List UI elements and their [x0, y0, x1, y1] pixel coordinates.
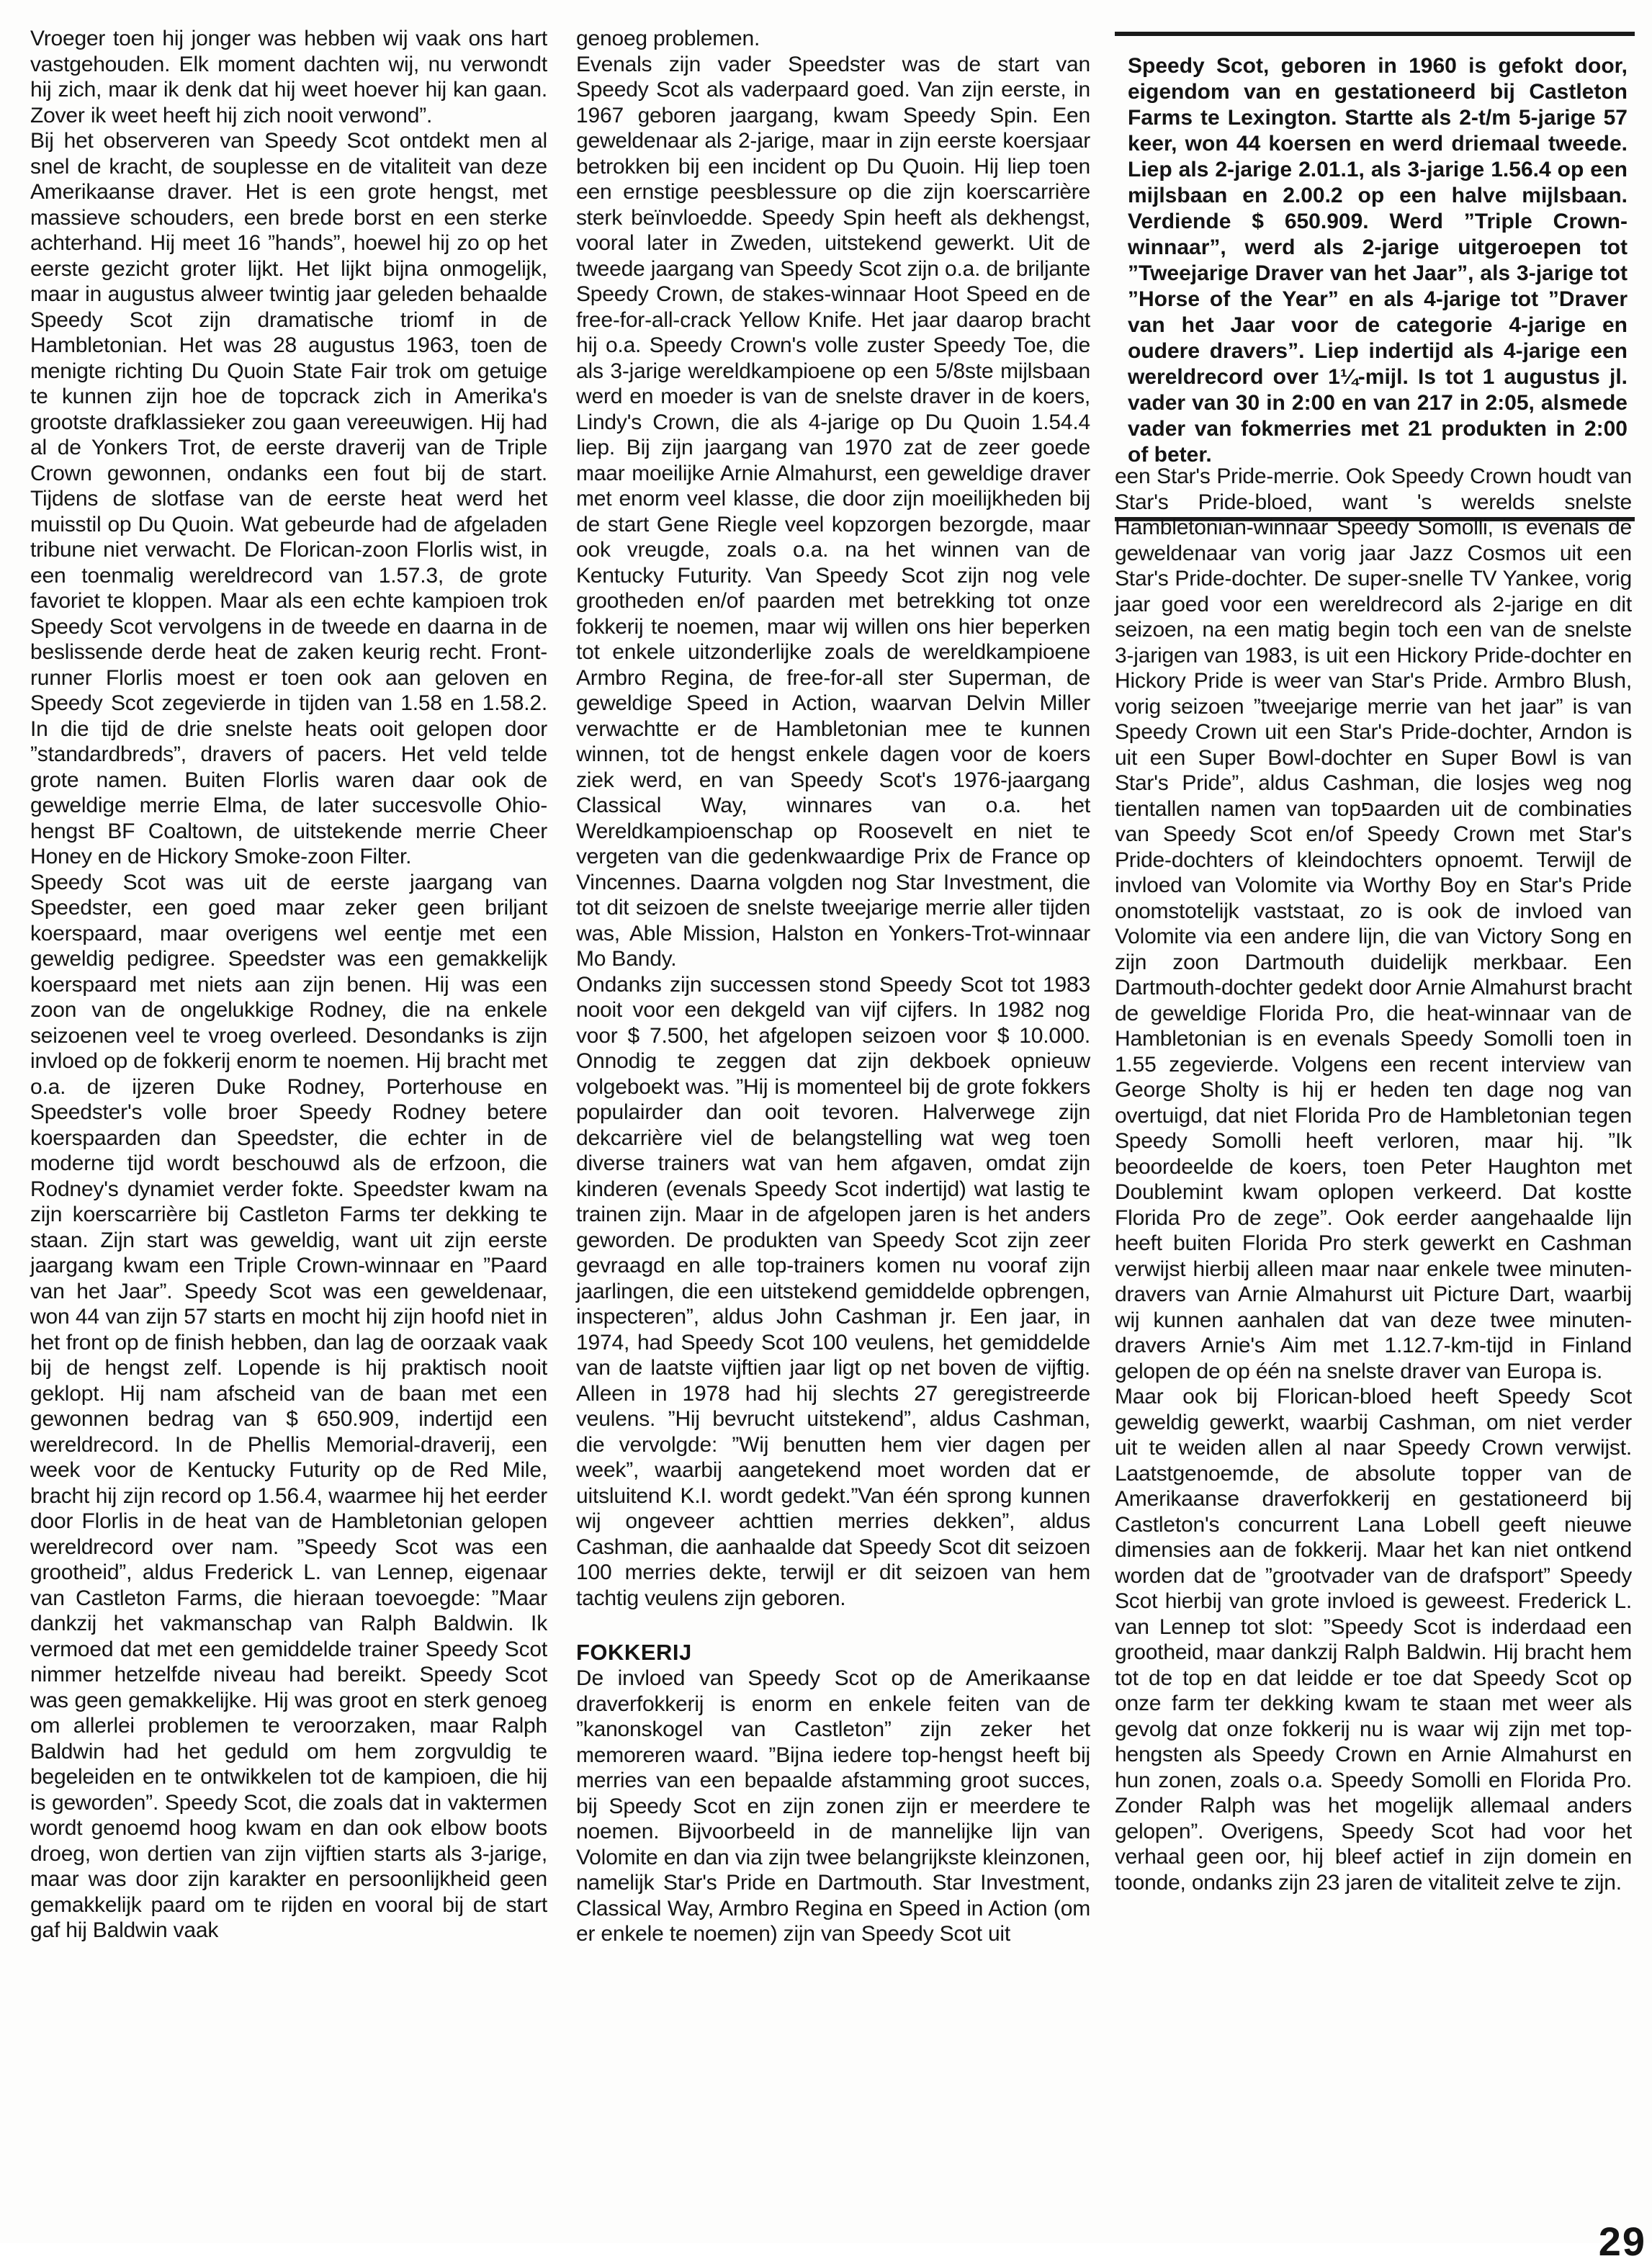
article-column-1 — [30, 26, 547, 1944]
paragraph: een Star's Pride-merrie. Ook Speedy Crown houdt van Star's Pride-bloed, want 's werelds snelste Hambletonian-winnaar Speedy Somolli, is evenals de geweldenaar van vorig jaar Jazz Cosmos uit een Star's Pride-dochter. De super-snelle TV Yankee, vorig jaar goed voor een wereldrecord als 2-jarige en dit seizoen, na een matig begin toch een van de snelste 3-jarigen van 1983, is uit een Hickory Pride-dochter en Hickory Pride is weer van Star's Pride. Armbro Blush, vorig seizoen ”tweejarige merrie van het jaar” is van Speedy Crown uit een Star's Pride-dochter, Arndon is uit een Super Bowl-dochter en Super Bowl is van Star's Pride”, aldus Cashman, die losjes weg nog tientallen namen van topפaarden uit de combinaties van Speedy Scot en/of Speedy Crown met Star's Pride-dochters of kleindochters opnoemt. Terwijl de invloed van Volomite via Worthy Boy en Star's Pride onomstotelijk vaststaat, zo is ook de invloed van Volomite via een andere lijn, die van Victory Song en zijn zoon Dartmouth duidelijk merkbaar. Een Dartmouth-dochter gedekt door Arnie Almahurst bracht de geweldige Florida Pro, die heat-winnaar van de Hambletonian is en evenals Speedy Somolli toen in 1.55 zegevierde. Volgens een recent interview van George Sholty is hij er heden ten dage nog van overtuigd, dat niet Florida Pro de Hambletonian tegen Speedy Somolli heeft verloren, maar hij. ”Ik beoordeelde de koers, toen Peter Haughton met Doublemint kwam oplopen verkeerd. Dat kostte Florida Pro de zege”. Ook eerder aangehaalde lijn heeft buiten Florida Pro sterk gewerkt en Cashman verwijst hierbij alleen maar naar enkele twee minuten-dravers van Arnie Almahurst uit Picture Dart, waarbij wij kunnen aanhalen dat van deze twee minuten-dravers Arnie's Aim met 1.12.7-km-tijd in Finland gelopen de op één na snelste draver van Europa is. — [1115, 464, 1632, 1383]
paragraph: Speedy Scot was uit de eerste jaargang van Speedster, een goed maar zeker geen briljant koerspaard, maar overigens wel eentje met een geweldig pedigree. Speedster was een gemakkelijk koerspaard met niets aan zijn benen. Hij was een zoon van de ongelukkige Rodney, die na enkele seizoenen veel te vroeg overleed. Desondanks is zijn invloed op de fokkerij enorm te noemen. Hij bracht met o.a. de ijzeren Duke Rodney, Porterhouse en Speedster's volle broer Speedy Rodney betere koerspaarden dan Speedster, die echter in de moderne tijd wordt beschouwd als de erfzoon, die Rodney's dynamiet verder fokte. Speedster kwam na zijn koerscarrière bij Castleton Farms ter dekking te staan. Zijn start was geweldig, want uit zijn eerste jaargang kwam een Triple Crown-winnaar en ”Paard van het Jaar”. Speedy Scot was een geweldenaar, won 44 van zijn 57 starts en mocht hij zijn hoofd niet in het front op de finish hebben, dan lag de oorzaak vaak bij de hengst zelf. Lopende is hij praktisch nooit geklopt. Hij nam afscheid van de baan met een gewonnen bedrag van $ 650.909, indertijd een wereldrecord. In de Phellis Memorial-draverij, een week voor de Kentucky Futurity op de Red Mile, bracht hij zijn record op 1.56.4, waarmee hij het eerder door Florlis in de heat van de Hambletonian gelopen wereldrecord over nam. ”Speedy Scot was een grootheid”, aldus Frederick L. van Lennep, eigenaar van Castleton Farms, die hieraan toevoegde: ”Maar dankzij het vakmanschap van Ralph Baldwin. Ik vermoed dat met een gemiddelde trainer Speedy Scot nimmer hetzelfde niveau had bereikt. Speedy Scot was geen gemakkelijke. Hij was groot en sterk genoeg om allerlei problemen te veroorzaken, maar Ralph Baldwin had het geduld om hem zorgvuldig te begeleiden en te ontwikkelen tot de kampioen, die hij is geworden”. Speedy Scot, die zoals dat in vaktermen wordt genoemd hoog kwam en dan ook elbow boots droeg, won dertien van zijn vijftien starts als 3-jarige, maar was door zijn karakter en persoonlijkheid geen gemakkelijk paard om te rijden en vooral bij de start gaf hij Baldwin vaak — [30, 870, 547, 1942]
section-heading: FOKKERIJ — [576, 1640, 692, 1665]
article-column-3 — [1115, 464, 1632, 1895]
paragraph: Ondanks zijn successen stond Speedy Scot tot 1983 nooit voor een dekgeld van vijf cijfers. In 1982 nog voor $ 7.500, het afgelopen seizoen voor $ 10.000. Onnodig te zeggen dat zijn dekboek opnieuw volgeboekt was. ”Hij is momenteel bij de grote fokkers populairder dan ooit tevoren. Halverwege zijn dekcarrière viel de belangstelling wat weg toen diverse trainers wat van hem afgaven, omdat zijn kinderen (evenals Speedy Scot indertijd) wat lastig te trainen zijn. Maar in de afgelopen jaren is het anders geworden. De produkten van Speedy Scot zijn zeer gevraagd en alle top-trainers komen nu vooraf zijn jaarlingen, die een uitstekend gemiddelde opbrengen, inspecteren”, aldus John Cashman jr. Een jaar, in 1974, had Speedy Scot 100 veulens, het gemiddelde van de laatste vijftien jaar ligt op net boven de vijftig. Alleen in 1978 had hij slechts 27 geregistreerde veulens. ”Hij bevrucht uitstekend”, aldus Cashman, die vervolgde: ”Wij benutten hem vier dagen per week”, waarbij aangetekend moet worden dat er uitsluitend K.I. wordt gedekt.”Van één sprong kunnen wij ongeveer achttien merries dekken”, aldus Cashman, die aanhaalde dat Speedy Scot dit seizoen 100 merries dekte, terwijl er dit seizoen van hem tachtig veulens zijn geboren. — [576, 972, 1090, 1610]
paragraph: De invloed van Speedy Scot op de Amerikaanse draverfokkerij is enorm en enkele feiten van de ”kanonskogel van Castleton” zijn zeker het memoreren waard. ”Bijna iedere top-hengst heeft bij merries van een bepaalde afstamming groot succes, bij Speedy Scot en zijn zonen zijn er meerdere te noemen. Bijvoorbeeld in de mannelijke lijn van Volomite en dan via zijn twee belangrijkste kleinzonen, namelijk Star's Pride en Dartmouth. Star Investment, Classical Way, Armbro Regina en Speed in Action (om er enkele te noemen) zijn van Speedy Scot uit — [576, 1666, 1090, 1946]
page-number: 29 — [1598, 2219, 1646, 2264]
paragraph: Bij het observeren van Speedy Scot ontdekt men al snel de kracht, de souplesse en de vitaliteit van deze Amerikaanse draver. Het is een grote hengst, met massieve schouders, een brede borst en een sterke achterhand. Hij meet 16 ”hands”, hoewel hij zo op het eerste gezicht groter lijkt. Het lijkt bijna onmogelijk, maar in augustus alweer twintig jaar geleden behaalde Speedy Scot zijn dramatische triomf in de Hambletonian. Het was 28 augustus 1963, toen de menigte richting Du Quoin State Fair trok om getuige te kunnen zijn hoe de topcrack zich in Amerika's grootste drafklassieker zou gaan vereeuwigen. Hij had al de Yonkers Trot, de eerste draverij van de Triple Crown gewonnen, ondanks een fout bij de start. Tijdens de slotfase van de eerste heat werd het muisstil op Du Quoin. Wat gebeurde had de afgeladen tribune niet verwacht. De Florican-zoon Florlis wist, in een toenmalig wereldrecord van 1.57.3, de grote favoriet te kloppen. Maar als een echte kampioen trok Speedy Scot vervolgens in de tweede en daarna in de beslissende derde heat de zaken keurig recht. Front-runner Florlis moest er toen ook aan geloven en Speedy Scot zegevierde in tijden van 1.58 en 1.58.2. In die tijd de drie snelste heats ooit gelopen door ”standardbreds”, dravers of pacers. Het veld telde grote namen. Buiten Florlis waren daar ook de geweldige merrie Elma, de later succesvolle Ohio-hengst BF Coaltown, de uitstekende merrie Cheer Honey en de Hickory Smoke-zoon Filter. — [30, 129, 547, 868]
info-box-text: Speedy Scot, geboren in 1960 is gefokt door, eigendom van en gestationeerd bij Castleton Farms te Lexington. Startte als 2-t/m 5-jarige 57 keer, won 44 koersen en werd driemaal tweede. Liep als 2-jarige 2.01.1, als 3-jarige 1.56.4 op een mijlsbaan en 2.00.2 op een halve mijlsbaan. Verdiende $ 650.909. Werd ”Triple Crown-winnaar”, werd als 2-jarige uitgeroepen tot ”Tweejarige Draver van het Jaar”, als 3-jarige tot ”Horse of the Year” en als 4-jarige tot ”Draver van het Jaar voor de categorie 4-jarige en oudere dravers”. Liep indertijd als 4-jarige een wereldrecord over 1¼-mijl. Is tot 1 augustus jl. vader van 30 in 2:00 en van 217 in 2:05, alsmede vader van fokmerries met 21 produkten in 2:00 of beter. — [1128, 54, 1628, 467]
paragraph: genoeg problemen. — [576, 27, 760, 50]
paragraph: Evenals zijn vader Speedster was de start van Speedy Scot als vaderpaard goed. Van zijn eerste, in 1967 geboren jaargang, kwam Speedy Spin. Een geweldenaar als 2-jarige, maar in zijn eerste koersjaar betrokken bij een incident op Du Quoin. Hij liep toen een ernstige peesblessure op die zijn koerscarrière sterk beïnvloedde. Speedy Spin heeft als dekhengst, vooral later in Zweden, uitstekend gewerkt. Uit de tweede jaargang van Speedy Scot zijn o.a. de briljante Speedy Crown, de stakes-winnaar Hoot Speed en de free-for-all-crack Yellow Knife. Het jaar daarop bracht hij o.a. Speedy Crown's volle zuster Speedy Toe, die als 3-jarige wereldkampioene op een 5/8ste mijlsbaan werd en moeder is van de snelste draver in de koers, Lindy's Crown, die als 4-jarige op Du Quoin 1.54.4 liep. Bij zijn jaargang van 1970 zat de zeer goede maar moeilijke Arnie Almahurst, een geweldige draver met enorm veel klasse, die door zijn moeilijkheden bij de start Gene Riegle veel kopzorgen bezorgde, maar ook vreugde, zoals o.a. na het winnen van de Kentucky Futurity. Van Speedy Scot zijn nog vele grootheden en/of paarden met betrekking tot onze fokkerij te noemen, maar wij willen ons hier beperken tot enkele uitzonderlijke zoals de wereldkampioene Armbro Regina, de free-for-all ster Superman, de geweldige Speed in Action, waarvan Delvin Miller verwachtte er de Hambletonian mee te kunnen winnen, tot de hengst enkele dagen voor de koers ziek werd, en van Speedy Scot's 1976-jaargang Classical Way, winnares van o.a. het Wereldkampioenschap op Roosevelt en niet te vergeten van die gedenkwaardige Prix de France op Vincennes. Daarna volgden nog Star Investment, die tot dit seizoen de snelste tweejarige merrie aller tijden was, Able Mission, Halston en Yonkers-Trot-winnaar Mo Bandy. — [576, 52, 1090, 971]
info-box — [1115, 32, 1635, 521]
paragraph: Vroeger toen hij jonger was hebben wij vaak ons hart vastgehouden. Elk moment dachten wij, nu verwondt hij zich, maar ik denk dat hij weet hoever hij kan gaan. Zover ik weet heeft hij zich nooit verwond”. — [30, 27, 547, 127]
info-box-top-rule — [1115, 32, 1635, 36]
paragraph: Maar ook bij Florican-bloed heeft Speedy Scot geweldig gewerkt, waarbij Cashman, om niet verder uit te weiden allen al naar Speedy Crown verwijst. Laatstgenoemde, de absolute topper van de Amerikaanse draverfokkerij en gestationeerd bij Castleton's concurrent Lana Lobell geeft nieuwe dimensies aan de fokkerij. Maar het kan niet ontkend worden dat de ”grootvader van de drafsport” Speedy Scot hierbij van grote invloed is geweest. Frederick L. van Lennep tot slot: ”Speedy Scot is inderdaad een grootheid, maar dankzij Ralph Baldwin. Hij bracht hem tot de top en dat leidde er toe dat Speedy Scot op onze farm ter dekking kwam te staan met weer als gevolg dat onze fokkerij nu is waar wij zijn met top-hengsten als Speedy Crown en Arnie Almahurst en hun zonen, zoals o.a. Speedy Somolli en Florida Pro. Zonder Ralph was het mogelijk allemaal anders gelopen”. Overigens, Speedy Scot had voor het verhaal geen oor, hij bleef actief in zijn domein en toonde, ondanks zijn 23 jaren de vitaliteit zelve te zijn. — [1115, 1385, 1632, 1895]
article-column-2 — [576, 26, 1090, 1947]
